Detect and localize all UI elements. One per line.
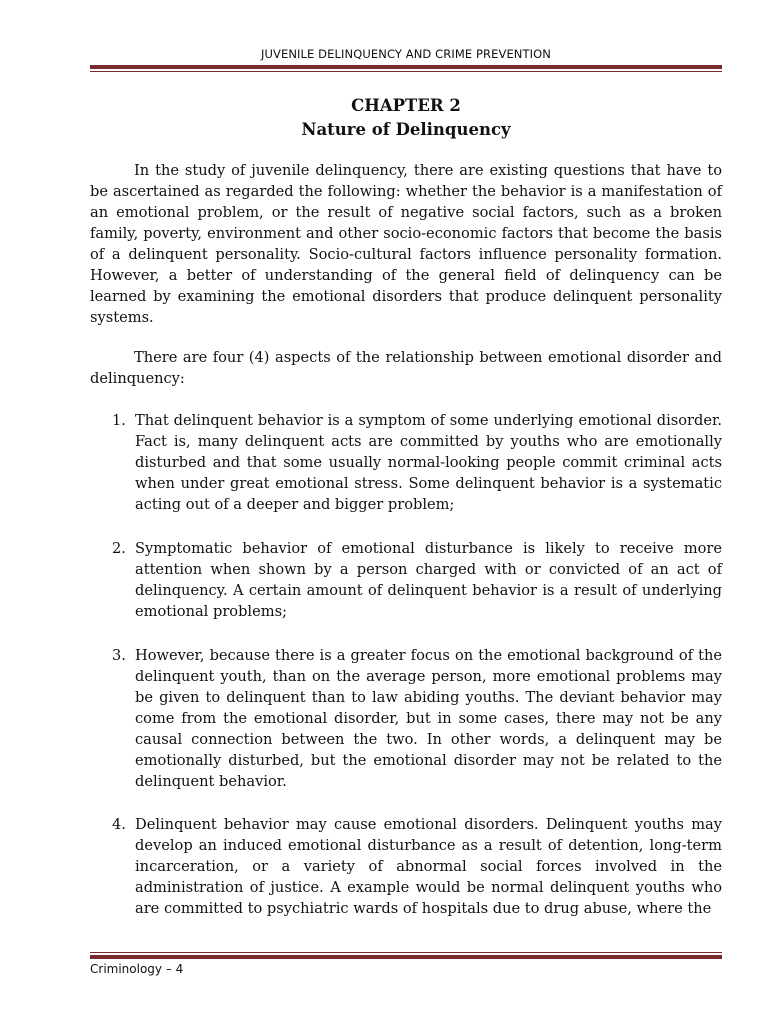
- running-footer: Criminology – 4: [90, 962, 184, 976]
- chapter-heading: [90, 94, 722, 142]
- list-item-number: 1.: [112, 412, 126, 429]
- list-item-number: 3.: [112, 647, 126, 664]
- chapter-number: CHAPTER 2: [351, 96, 461, 115]
- list-item-text: Delinquent behavior may cause emotional disorders. Delinquent youths may develop an induced emotional disturbance as a result of detention, long-term incarceration, or a variety of abnormal social forces involved in the administration of justice. A example would be normal delinquent youths who are committed to psychiatric wards of hospitals due to drug abuse, where the: [135, 816, 722, 917]
- header-rule-thick: [90, 65, 722, 69]
- list-item-number: 2.: [112, 540, 126, 557]
- list-item-number: 4.: [112, 816, 126, 833]
- footer-rule-thick: [90, 955, 722, 959]
- chapter-title: Nature of Delinquency: [301, 120, 511, 139]
- header-rule-thin: [90, 71, 722, 72]
- list-item: [90, 645, 722, 792]
- footer-rule-thin: [90, 952, 722, 953]
- list-item: [90, 538, 722, 622]
- list-item-text: Symptomatic behavior of emotional disturbance is likely to receive more attention when shown by a person charged with or convicted of an act of delinquency. A certain amount of delinquent behavior is a result of underlying emotional problems;: [135, 540, 722, 620]
- aspects-paragraph: There are four (4) aspects of the relationship between emotional disorder and delinquency:: [90, 349, 722, 387]
- list-item-text: That delinquent behavior is a symptom of some underlying emotional disorder. Fact is, many delinquent acts are committed by youths who are emotionally disturbed and that some usually normal-looking people commit criminal acts when under great emotional stress. Some delinquent behavior is a systematic acting out of a deeper and bigger problem;: [135, 412, 722, 513]
- intro-paragraph: In the study of juvenile delinquency, there are existing questions that have to be ascertained as regarded the following: whether the behavior is a manifestation of an emotional problem, or the result of negative social factors, such as a broken family, poverty, environment and other socio-economic factors that become the basis of a delinquent personality. Socio-cultural factors influence personality formation. However, a better of understanding of the general field of delinquency can be learned by examining the emotional disorders that produce delinquent personality systems.: [90, 162, 722, 326]
- list-item: [90, 814, 722, 919]
- running-header: JUVENILE DELINQUENCY AND CRIME PREVENTION: [261, 47, 551, 61]
- list-item: [90, 410, 722, 515]
- list-item-text: However, because there is a greater focus on the emotional background of the delinquent youth, than on the average person, more emotional problems may be given to delinquent than to law abiding youths. The deviant behavior may come from the emotional disorder, but in some cases, there may not be any causal connection between the two. In other words, a delinquent may be emotionally disturbed, but the emotional disorder may not be related to the delinquent behavior.: [135, 647, 722, 790]
